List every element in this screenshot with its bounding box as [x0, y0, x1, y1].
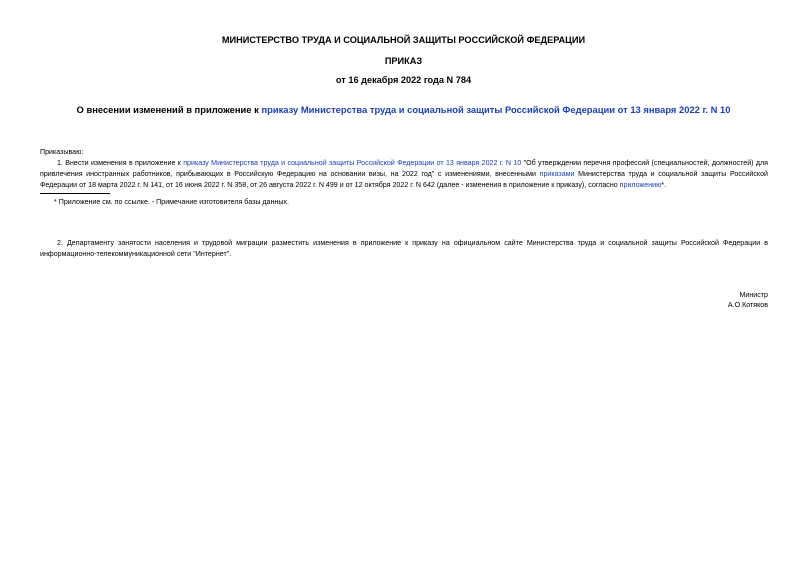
signature-name: А.О.Котяков: [727, 301, 768, 309]
ministry-heading: МИНИСТЕРСТВО ТРУДА И СОЦИАЛЬНОЙ ЗАЩИТЫ РОССИЙСКОЙ ФЕДЕРАЦИИ: [221, 35, 586, 45]
item1-appendix-link[interactable]: приложению: [619, 180, 662, 189]
item1-text-part3: Министерства труда и социальной защиты Российской Федерации от 18 марта 2022 г. N 141, от 16 июня 2022 г. N 358, от 26 августа 2022 г. N 499 и от 12 октября 2022 г. N 642 (далее - изменения в приложение к приказу), согласно: [40, 169, 768, 189]
subject-prefix: О внесении изменений в приложение к: [76, 104, 262, 115]
item1-text-part4: *.: [661, 180, 667, 189]
doc-type-heading: ПРИКАЗ: [384, 56, 423, 66]
signature-title: Министр: [739, 291, 768, 299]
doc-date-number: от 16 декабря 2022 года N 784: [335, 75, 472, 85]
item1-text-part1: 1. Внести изменения в приложение к: [57, 159, 184, 167]
item1-text-part2: "Об утверждении перечня профессий (специальностей, должностей) для привлечения иностранных работников, прибывающих в Российскую Федерацию на основании визы, на 2022 год" с изменениями, внесенными: [40, 159, 768, 178]
footnote-text: * Приложение см. по ссылке. - Примечание изготовителя базы данных.: [54, 198, 289, 206]
order-item-2: 2. Департаменту занятости населения и трудовой миграции разместить изменения в приложение к приказу на официальном сайте Министерства труда и социальной защиты Российской Федерации в информационно-телекоммуникационной сети "Интернет".: [40, 239, 768, 258]
order-intro: Приказываю:: [40, 148, 84, 156]
document-subject: [0, 104, 807, 115]
order-item-1: [40, 158, 768, 190]
item1-order-link[interactable]: приказу Министерства труда и социальной защиты Российской Федерации от 13 января 2022 г. N 10: [183, 159, 522, 167]
item1-amending-orders-link[interactable]: приказами: [539, 169, 575, 178]
footnote-divider: [40, 193, 110, 194]
subject-order-link[interactable]: приказу Министерства труда и социальной защиты Российской Федерации от 13 января 2022 г. N 10: [261, 104, 731, 115]
